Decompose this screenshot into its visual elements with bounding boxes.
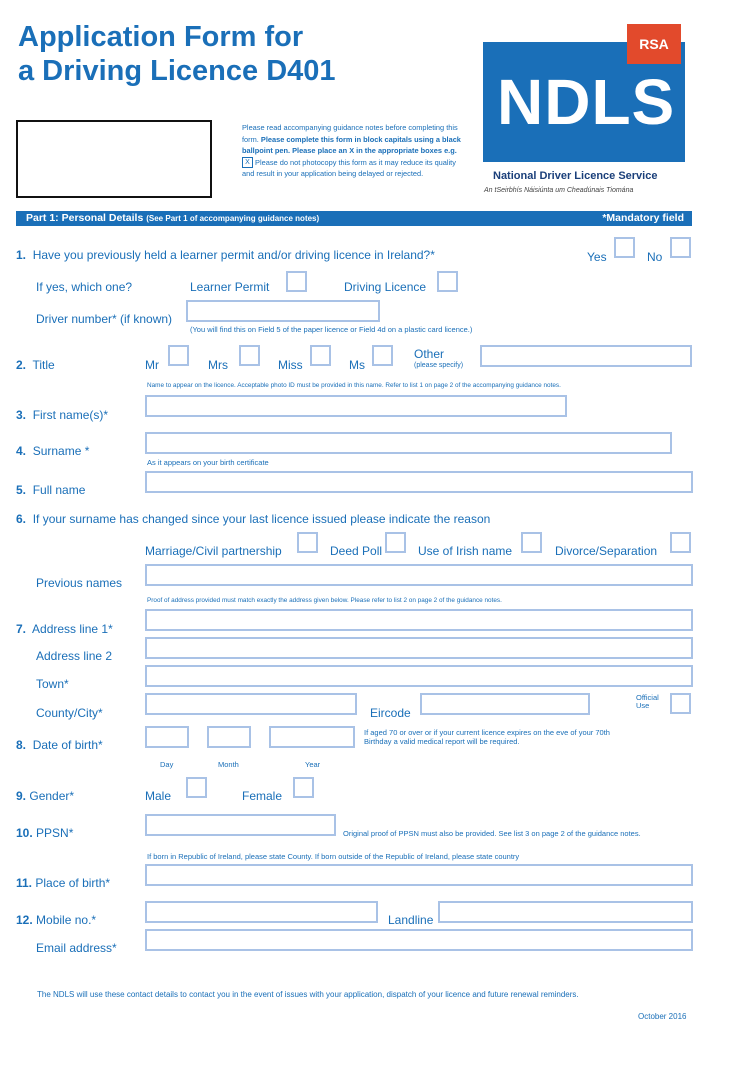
reason-divorce-checkbox[interactable] xyxy=(670,532,691,553)
q6-question xyxy=(16,512,490,526)
town-label: Town* xyxy=(36,677,69,691)
dob-month-label: Month xyxy=(218,760,239,769)
first-name-field[interactable] xyxy=(145,395,567,417)
instructions xyxy=(242,122,464,180)
learner-permit-checkbox[interactable] xyxy=(286,271,307,292)
gender-male-label: Male xyxy=(145,789,172,803)
title-ms-checkbox[interactable] xyxy=(372,345,393,366)
q8-note: If aged 70 or over or if your current licence expires on the eve of your 70th Birthday a valid medical report will be required. xyxy=(364,728,610,746)
landline-field[interactable] xyxy=(438,901,693,923)
q6-note: Proof of address provided must match exactly the address given below. Please refer to list 2 on page 2 of the guidance notes. xyxy=(147,597,502,604)
q11-text: Place of birth* xyxy=(35,876,111,890)
reason-divorce-label: Divorce/Separation xyxy=(555,544,658,558)
place-of-birth-label xyxy=(16,876,110,890)
address-line1-field[interactable] xyxy=(145,609,693,631)
title-other-label xyxy=(414,348,463,372)
mobile-field[interactable] xyxy=(145,901,378,923)
gender-female-checkbox[interactable] xyxy=(293,777,314,798)
q1-yes-label: Yes xyxy=(587,250,607,264)
gender-label xyxy=(16,789,74,803)
mobile-label xyxy=(16,913,96,927)
previous-names-label: Previous names xyxy=(36,576,123,590)
email-field[interactable] xyxy=(145,929,693,951)
service-name-irish: An tSeirbhís Náisiúnta um Cheadúnais Tiomána xyxy=(484,187,634,194)
full-name-field[interactable] xyxy=(145,471,693,493)
title-miss-checkbox[interactable] xyxy=(310,345,331,366)
q7-text: Address line 1* xyxy=(32,622,113,636)
driving-licence-label: Driving Licence xyxy=(344,280,427,294)
q5-text: Full name xyxy=(32,483,86,497)
q7-number: 7. xyxy=(16,622,27,636)
town-field[interactable] xyxy=(145,665,693,687)
gender-female-label: Female xyxy=(242,789,283,803)
footer-text: The NDLS will use these contact details to contact you in the event of issues with your application, dispatch of your licence and future renewal reminders. xyxy=(37,990,579,999)
q6-number: 6. xyxy=(16,512,27,526)
title-mrs-label: Mrs xyxy=(208,358,228,372)
q1-which-label: If yes, which one? xyxy=(36,280,133,294)
q3-text: First name(s)* xyxy=(32,408,109,422)
q12-number: 12. xyxy=(16,913,33,927)
official-use-box xyxy=(670,693,691,714)
title-mr-label: Mr xyxy=(145,358,159,372)
q4-number: 4. xyxy=(16,444,27,458)
official-use-label: Official Use xyxy=(636,693,659,710)
q2-text: Title xyxy=(32,358,55,372)
q1-text: Have you previously held a learner permit and/or driving licence in Ireland?* xyxy=(32,248,435,262)
learner-permit-label: Learner Permit xyxy=(190,280,270,294)
q9-number: 9. xyxy=(16,789,27,803)
q10-number: 10. xyxy=(16,826,33,840)
eircode-label: Eircode xyxy=(370,706,411,720)
example-x-box: X xyxy=(242,157,253,168)
q11-note: If born in Republic of Ireland, please state County. If born outside of the Republic of Ireland, please state country xyxy=(147,852,520,861)
service-name: National Driver Licence Service xyxy=(493,170,658,182)
gender-male-checkbox[interactable] xyxy=(186,777,207,798)
county-label: County/City* xyxy=(36,706,103,720)
q3-label xyxy=(16,408,108,422)
dob-label xyxy=(16,738,103,752)
q1-no-checkbox[interactable] xyxy=(670,237,691,258)
reason-marriage-checkbox[interactable] xyxy=(297,532,318,553)
reason-deed-poll-label: Deed Poll xyxy=(330,544,383,558)
form-title-line2: a Driving Licence D401 xyxy=(18,55,336,87)
q1-yes-checkbox[interactable] xyxy=(614,237,635,258)
q8-text: Date of birth* xyxy=(32,738,103,752)
q2-note: Name to appear on the licence. Acceptable photo ID must be provided in this name. Refer to list 1 on page 2 of the accompanying guidance notes. xyxy=(147,382,561,389)
title-mrs-checkbox[interactable] xyxy=(239,345,260,366)
q6-text: If your surname has changed since your last licence issued please indicate the reason xyxy=(32,512,491,526)
title-other-sub: (please specify) xyxy=(414,362,464,369)
reason-deed-poll-checkbox[interactable] xyxy=(385,532,406,553)
form-title-line1: Application Form for xyxy=(18,21,304,53)
q12-text: Mobile no.* xyxy=(36,913,97,927)
q1-no-label: No xyxy=(647,250,663,264)
title-miss-label: Miss xyxy=(278,358,303,372)
q11-number: 11. xyxy=(16,876,33,890)
q10-note: Original proof of PPSN must also be provided. See list 3 on page 2 of the guidance notes. xyxy=(343,829,641,838)
q3-number: 3. xyxy=(16,408,27,422)
q2-label xyxy=(16,358,55,372)
q5-number: 5. xyxy=(16,483,27,497)
part-title: Part 1: Personal Details xyxy=(26,212,144,224)
instructions-part3: Please do not photocopy this form as it may reduce its quality and result in your application being delayed or rejected. xyxy=(242,157,456,179)
q4-text: Surname * xyxy=(32,444,90,458)
landline-label: Landline xyxy=(388,913,434,927)
title-ms-label: Ms xyxy=(349,358,365,372)
q5-label xyxy=(16,483,85,497)
county-field[interactable] xyxy=(145,693,357,715)
surname-field[interactable] xyxy=(145,432,672,454)
instructions-part2: Please complete this form in block capitals using a black ballpoint pen. Please place an X in the appropriate boxes e.g. xyxy=(242,134,461,155)
address-line2-label: Address line 2 xyxy=(36,649,113,663)
driving-licence-checkbox[interactable] xyxy=(437,271,458,292)
q9-text: Gender* xyxy=(29,789,75,803)
part-1-header xyxy=(16,211,692,226)
address-line1-label xyxy=(16,622,113,636)
q4-note: As it appears on your birth certificate xyxy=(147,458,269,467)
title-mr-checkbox[interactable] xyxy=(168,345,189,366)
footer-date: October 2016 xyxy=(638,1012,687,1021)
dob-day-label: Day xyxy=(160,760,174,769)
place-of-birth-field[interactable] xyxy=(145,864,693,886)
dob-year-field[interactable] xyxy=(269,726,355,748)
q10-text: PPSN* xyxy=(36,826,74,840)
photo-box xyxy=(16,120,212,198)
part-note: (See Part 1 of accompanying guidance notes) xyxy=(146,214,320,223)
q2-number: 2. xyxy=(16,358,27,372)
q8-number: 8. xyxy=(16,738,27,752)
reason-irish-name-label: Use of Irish name xyxy=(418,544,513,558)
dob-year-label: Year xyxy=(305,760,321,769)
address-line2-field[interactable] xyxy=(145,637,693,659)
mandatory-note: *Mandatory field xyxy=(602,212,684,224)
driver-number-label: Driver number* (if known) xyxy=(36,312,173,326)
eircode-field[interactable] xyxy=(420,693,590,715)
q1-number: 1. xyxy=(16,248,27,262)
reason-irish-name-checkbox[interactable] xyxy=(521,532,542,553)
dob-month-field[interactable] xyxy=(207,726,251,748)
title-other-field[interactable] xyxy=(480,345,692,367)
form-title xyxy=(18,20,336,88)
driver-number-note: (You will find this on Field 5 of the paper licence or Field 4d on a plastic card licence.) xyxy=(190,325,473,334)
q4-label xyxy=(16,444,89,458)
previous-names-field[interactable] xyxy=(145,564,693,586)
ppsn-label xyxy=(16,826,73,840)
driver-number-field[interactable] xyxy=(186,300,380,322)
rsa-logo: RSA xyxy=(627,24,681,64)
instructions-part1: Please read accompanying guidance notes before completing this form. xyxy=(242,123,458,144)
title-other-text: Other xyxy=(414,347,445,361)
reason-marriage-label: Marriage/Civil partnership xyxy=(145,544,282,558)
ppsn-field[interactable] xyxy=(145,814,336,836)
ndls-logo-text: NDLS xyxy=(497,66,676,138)
email-label: Email address* xyxy=(36,941,117,955)
dob-day-field[interactable] xyxy=(145,726,189,748)
q1-question xyxy=(16,248,435,262)
